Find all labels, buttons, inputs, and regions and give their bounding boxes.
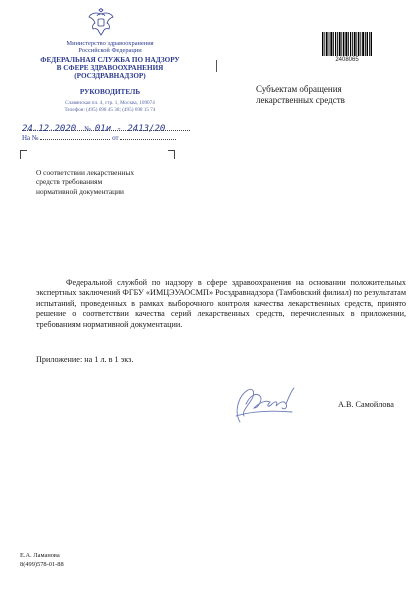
in-reply-line (22, 134, 176, 142)
in-reply-label: На № (22, 134, 39, 142)
letterhead-bracket (212, 60, 217, 72)
signer-name: А.В. Самойлова (338, 400, 394, 409)
barcode-number: 2408065 (335, 57, 359, 63)
subject-corner-left (20, 150, 27, 159)
subject-corner-right (168, 150, 175, 159)
executor-block (20, 552, 64, 569)
ministry-name: Министерство здравоохранения (66, 40, 154, 47)
subject-line1: О соответствии лекарственных (36, 168, 135, 177)
position-title: РУКОВОДИТЕЛЬ (79, 88, 141, 96)
reference-number: 01и - 2413/20 (94, 124, 166, 134)
subject-line3: нормативной документации (36, 186, 124, 196)
phone: Телефон: (495) 698 45 38; (495) 698 15 74 (64, 107, 156, 113)
coat-of-arms-icon (88, 8, 114, 36)
service-name-line2: В СФЕРЕ ЗДРАВООХРАНЕНИЯ (56, 64, 164, 72)
subject-line2: средств требованиям (36, 177, 103, 187)
address: Славянская пл. 4, стр. 1, Москва, 109074 (65, 100, 155, 106)
recipient-line1: Субъектам обращения (256, 84, 342, 94)
attachment-note: Приложение: на 1 л. в 1 экз. (36, 355, 134, 364)
subject-block (36, 168, 196, 196)
executor-name: Е.А. Ламанова (20, 552, 60, 559)
executor-phone: 8(499)578-01-88 (20, 560, 64, 568)
body-paragraph: Федеральной службой по надзору в сфере здравоохранения на основании положительных экспертных заключений ФГБУ «ИМЦЭУАОСМП» Росздравнадзора (Тамбовский филиал) по результатам испытаний, проведенных в рамках выборочного контроля качества лекарственных средств, принято решение о соответствии качества серий лекарственных средств, перечисленных в приложении, требованиям нормативной документации. (36, 278, 406, 329)
service-name-line1: ФЕДЕРАЛЬНАЯ СЛУЖБА ПО НАДЗОРУ (40, 56, 180, 64)
reference-line (22, 118, 190, 134)
reference-number-prefix: № (84, 125, 91, 133)
barcode-icon (322, 32, 372, 56)
ministry-federation: Российской Федерации (78, 47, 142, 54)
reference-date: 24.12.2020 (22, 124, 77, 134)
recipient-block (256, 84, 345, 106)
from-label: от (112, 134, 119, 142)
service-short-name: (РОСЗДРАВНАДЗОР) (74, 72, 146, 80)
recipient-line2: лекарственных средств (256, 95, 345, 105)
signature-icon (230, 382, 300, 428)
